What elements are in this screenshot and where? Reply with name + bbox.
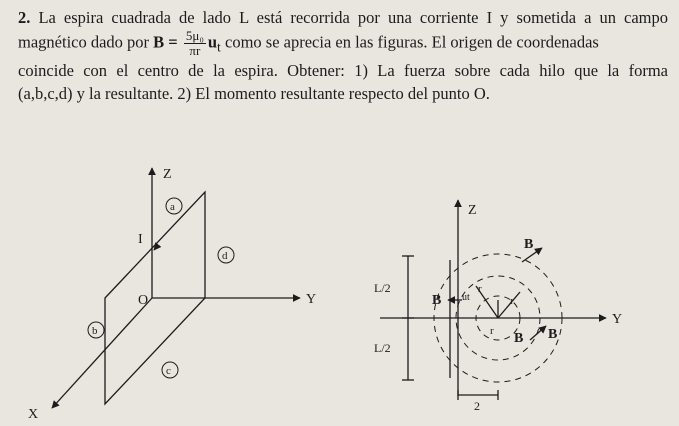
radius-label-3: r xyxy=(490,325,494,337)
scale-label: 2 xyxy=(474,399,480,413)
dimension-label-lower: L/2 xyxy=(374,341,391,355)
left-x-label: X xyxy=(28,407,39,422)
wire-b-label: b xyxy=(92,325,98,337)
problem-text-1: La espira cuadrada de lado L está recorrida por una corriente I y sometida a un campo xyxy=(38,8,669,27)
figure-left xyxy=(52,168,300,408)
dimension-label-upper: L/2 xyxy=(374,281,391,295)
left-circle-labels xyxy=(88,198,234,378)
problem-number: 2. xyxy=(18,8,31,27)
unit-vector-label: ut xyxy=(462,292,470,303)
left-origin-label: O xyxy=(138,293,149,308)
formula-numerator: 5μ₀ xyxy=(185,28,204,43)
figure-right xyxy=(380,200,606,400)
radius-label-2: r xyxy=(510,295,514,307)
right-y-label: Y xyxy=(612,312,623,327)
right-z-label: Z xyxy=(468,203,477,218)
radius-label-1: r xyxy=(478,283,482,295)
wire-a-label: a xyxy=(170,201,175,213)
field-label-lower-2: B xyxy=(548,327,558,342)
left-x-axis xyxy=(52,298,152,408)
left-current-label: I xyxy=(138,232,143,247)
left-z-label: Z xyxy=(163,167,172,182)
problem-text-2b: como se aprecia en las figuras. El origen de coordenadas xyxy=(225,32,599,52)
field-label-left: B xyxy=(432,293,442,308)
wire-d-label: d xyxy=(222,250,228,262)
field-label-outer: B xyxy=(524,237,534,252)
problem-text-2a: magnético dado por xyxy=(18,32,150,52)
problem-text-4: (a,b,c,d) y la resultante. 2) El momento resultante respecto del punto O. xyxy=(18,83,490,103)
formula-subscript: t xyxy=(217,39,221,55)
formula-lhs: B = xyxy=(153,32,178,52)
problem-text-3: coincide con el centro de la espira. Obtener: 1) La fuerza sobre cada hilo que la forma xyxy=(18,60,668,80)
radius-line-2 xyxy=(498,292,520,318)
formula-vector: u xyxy=(207,32,218,52)
field-label-lower-1: B xyxy=(514,331,524,346)
formula-denominator: πr xyxy=(189,43,201,58)
field-vector-lower xyxy=(530,326,546,340)
left-y-label: Y xyxy=(306,292,317,307)
wire-c-label: c xyxy=(166,365,171,377)
